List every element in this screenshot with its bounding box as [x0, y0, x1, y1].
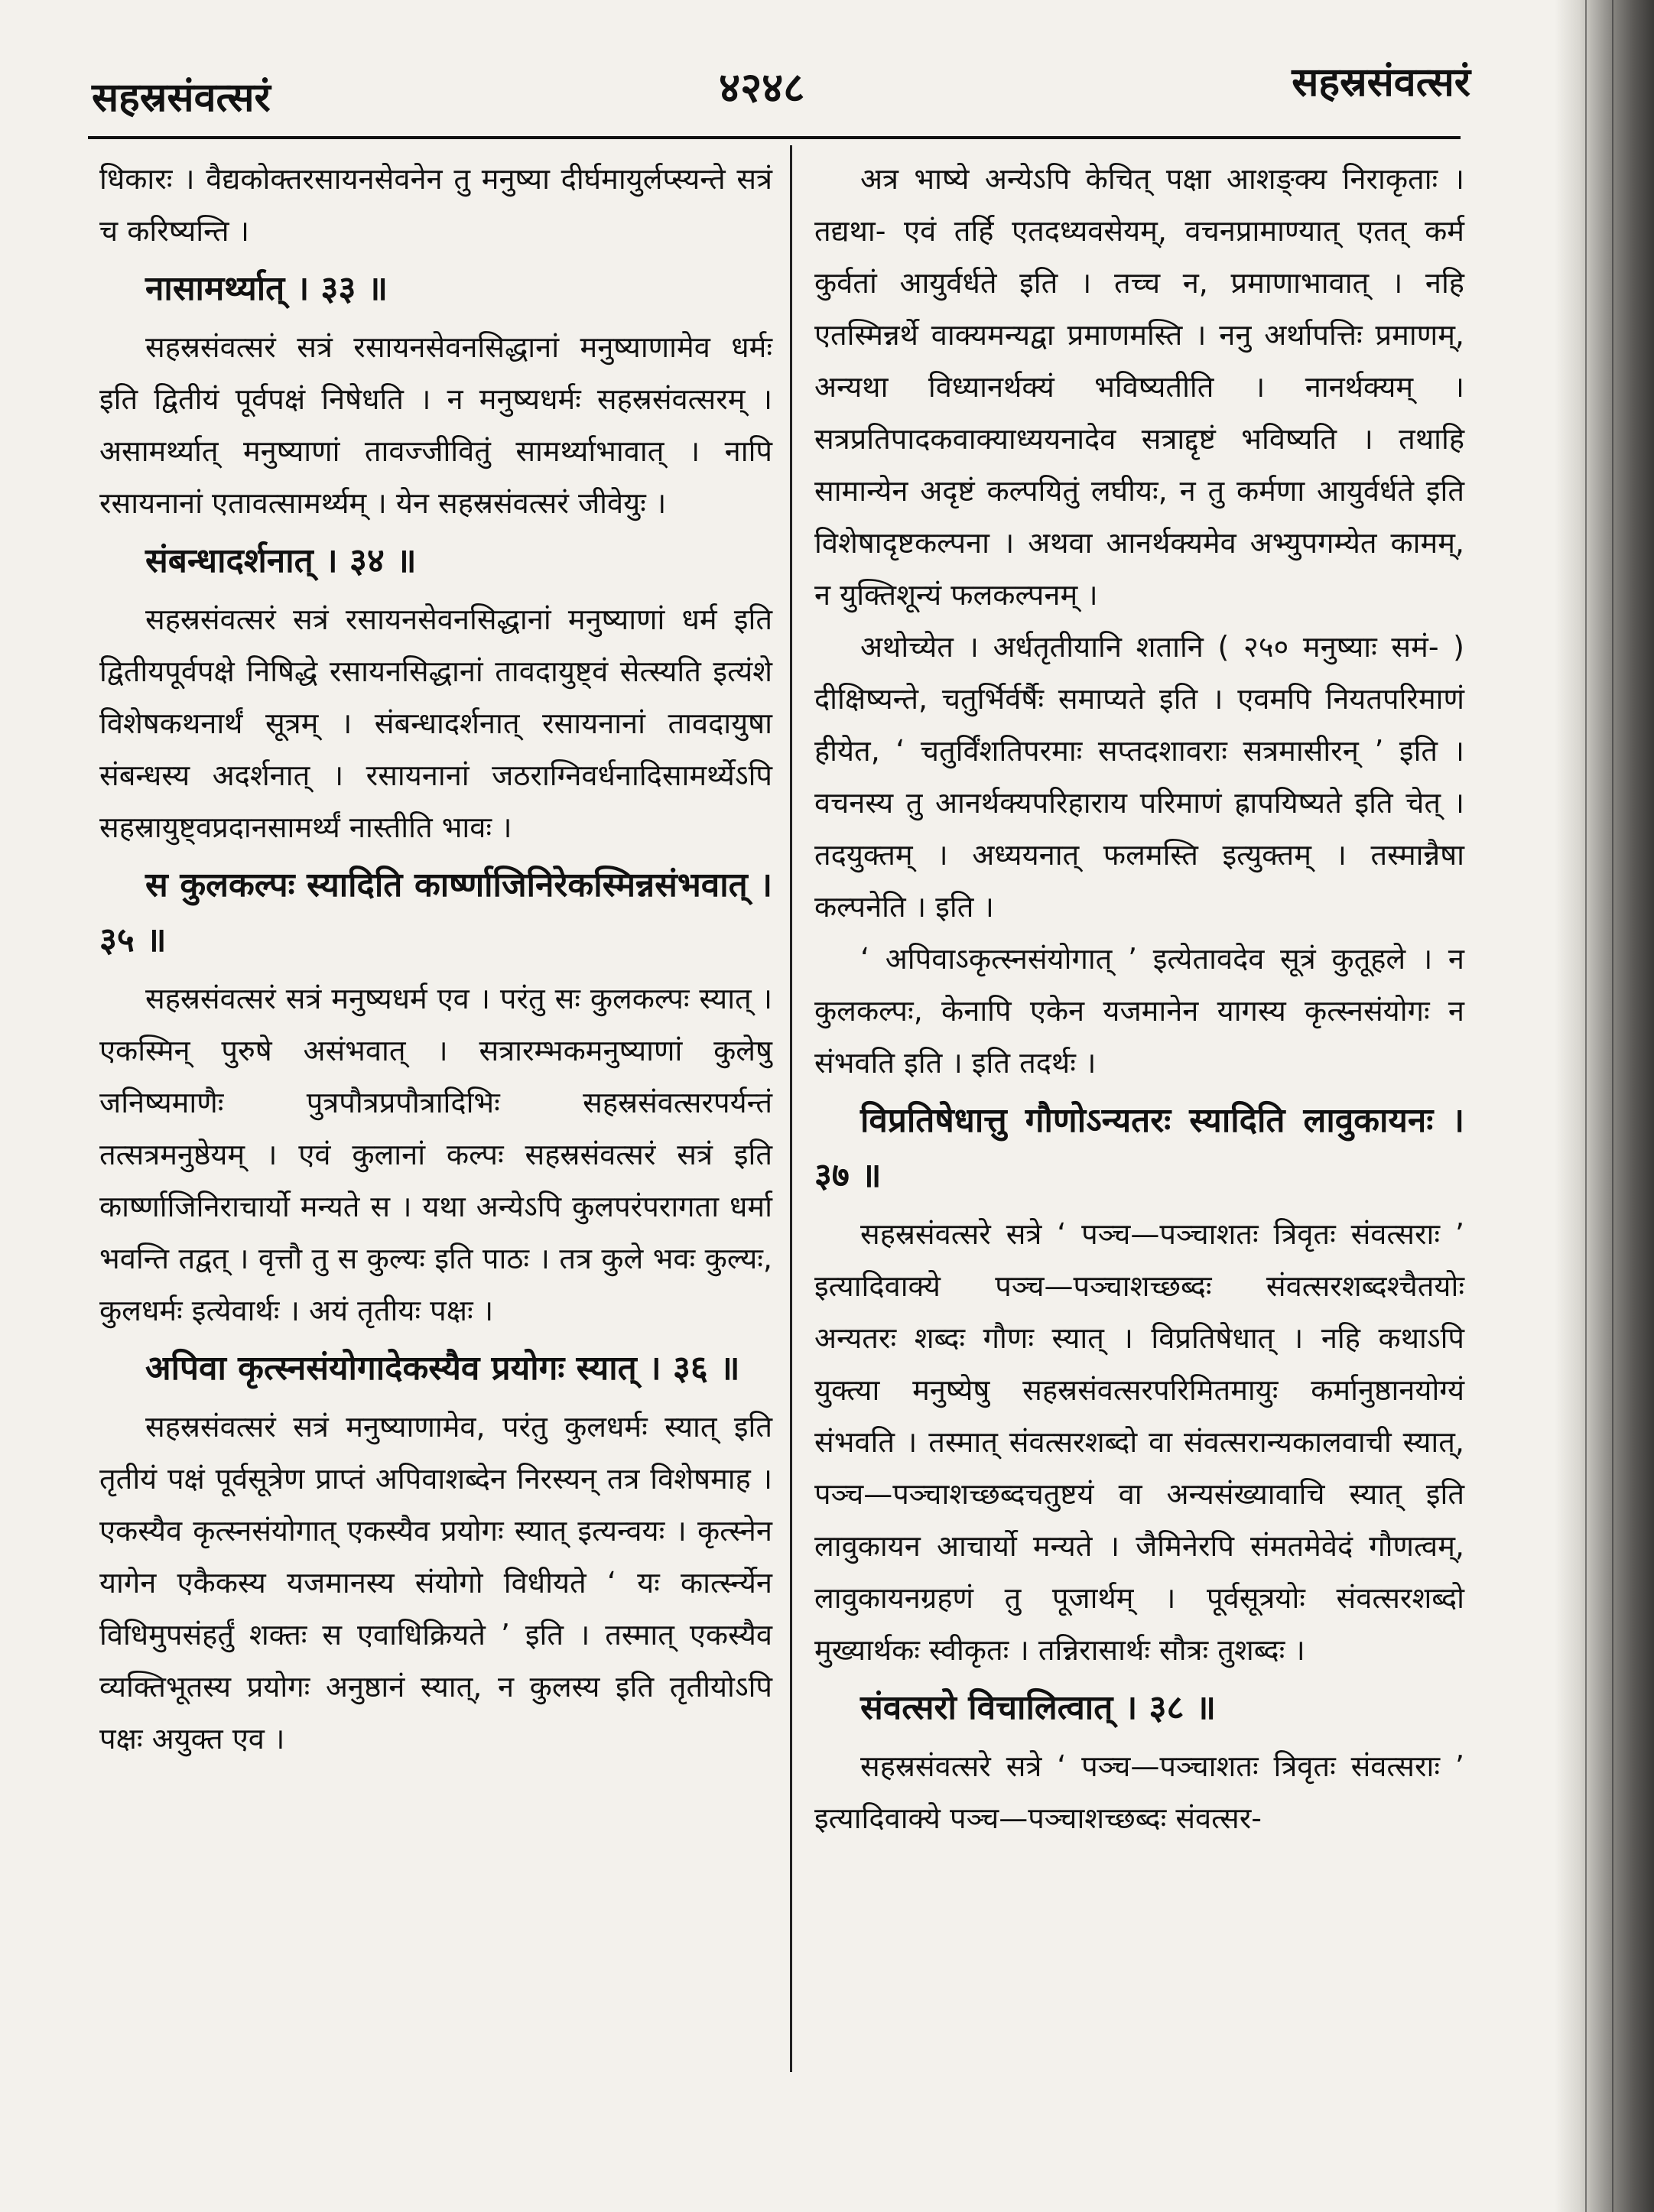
column-divider: [790, 145, 792, 2072]
commentary-paragraph: सहस्रसंवत्सरं सत्रं मनुष्यधर्म एव । परंतु सः कुलकल्पः स्यात् । एकस्मिन् पुरुषे असंभवात् । सत्रारम्भकमनुष्याणां कुलेषु जनिष्यमाणैः पुत्रपौत्रप्रपौत्रादिभिः सहस्रसंवत्सरपर्यन्तं तत्सत्रमनुष्ठेयम् । एवं कुलानां कल्पः सहस्रसंवत्सरं सत्रं इति कार्ष्णाजिनिराचार्यो मन्यते स । यथा अन्येऽपि कुलपरंपरागता धर्मा भवन्ति तद्वत् । वृत्तौ तु स कुल्यः इति पाठः । तत्र कुले भवः कुल्यः, कुलधर्मः इत्येवार्थः । अयं तृतीयः पक्षः ।: [99, 982, 772, 1327]
left-column: [99, 153, 772, 1765]
sutra-heading: नासामर्थ्यात् । ३३ ॥: [145, 269, 388, 308]
commentary-paragraph: सहस्रसंवत्सरं सत्रं मनुष्याणामेव, परंतु कुलधर्मः स्यात् इति तृतीयं पक्षं पूर्वसूत्रेण प्राप्तं अपिवाशब्देन निरस्यन् तत्र विशेषमाह । एकस्यैव कृत्स्नसंयोगात् एकस्यैव प्रयोगः स्यात् इत्यन्वयः । कृत्स्नेन यागेन एकैकस्य यजमानस्य संयोगो विधीयते ‘ यः कार्त्स्न्येन विधिमुपसंहर्तुं शक्तः स एवाधिक्रियते ’ इति । तस्मात् एकस्यैव व्यक्तिभूतस्य प्रयोगः अनुष्ठानं स्यात्, न कुलस्य इति तृतीयोऽपि पक्षः अयुक्त एव ।: [99, 1410, 772, 1756]
commentary-paragraph: अथोच्येत । अर्धतृतीयानि शतानि ( २५० मनुष्याः समं- ) दीक्षिष्यन्ते, चतुर्भिर्वर्षैः समाप्यते इति । एवमपि नियतपरिमाणं हीयेत, ‘ चतुर्विंशतिपरमाः सप्तदशावराः सत्रमासीरन् ’ इति । वचनस्य तु आनर्थक्यपरिहाराय परिमाणं ह्रापयिष्यते इति चेत् । तदयुक्तम् । अध्ययनात् फलमस्ति इत्युक्तम् । तस्मान्नैषा कल्पनेति । इति ।: [814, 630, 1464, 924]
sutra-heading: संवत्सरो विचालित्वात् । ३८ ॥: [860, 1688, 1217, 1727]
commentary-paragraph: अत्र भाष्ये अन्येऽपि केचित् पक्षा आशङ्क्य निराकृताः । तद्यथा- एवं तर्हि एतदध्यवसेयम्, वचनप्रामाण्यात् एतत् कर्म कुर्वतां आयुर्वर्धते इति । तच्च न, प्रमाणाभावात् । नहि एतस्मिन्नर्थे वाक्यमन्यद्वा प्रमाणमस्ति । ननु अर्थापत्तिः प्रमाणम्, अन्यथा विध्यानर्थक्यं भविष्यतीति । नानर्थक्यम् । सत्रप्रतिपादकवाक्याध्ययनादेव सत्राद्दृष्टं भविष्यति । तथाहि सामान्येन अदृष्टं कल्पयितुं लघीयः, न तु कर्मणा आयुर्वर्धते इति विशेषादृष्टकल्पना । अथवा आनर्थक्यमेव अभ्युपगम्येत कामम्, न युक्तिशून्यं फलकल्पनम् ।: [814, 162, 1464, 612]
right-column: [814, 153, 1464, 1844]
page-number: ४२४८: [719, 63, 805, 112]
commentary-paragraph: सहस्रसंवत्सरं सत्रं रसायनसेवनसिद्धानां मनुष्याणां धर्म इति द्वितीयपूर्वपक्षे निषिद्धे रसायनसिद्धानां तावदायुष्ट्वं सेत्स्यति इत्यंशे विशेषकथनार्थं सूत्रम् । संबन्धादर्शनात् रसायनानां तावदायुषा संबन्धस्य अदर्शनात् । रसायनानां जठराग्निवर्धनादिसामर्थ्येऽपि सहस्रायुष्ट्वप्रदानसामर्थ्यं नास्तीति भावः ।: [99, 603, 772, 844]
commentary-paragraph: ‘ अपिवाऽकृत्स्नसंयोगात् ’ इत्येतावदेव सूत्रं कुतूहले । न कुलकल्पः, केनापि एकेन यजमानेन यागस्य कृत्स्नसंयोगः न संभवति इति । इति तदर्थः ।: [814, 942, 1464, 1080]
running-title-right: सहस्रसंवत्सरं: [1292, 60, 1470, 106]
sutra-heading: स कुलकल्पः स्यादिति कार्ष्णाजिनिरेकस्मिन्नसंभवात् । ३५ ॥: [99, 866, 772, 960]
edge-line: [1585, 0, 1587, 2212]
commentary-paragraph: सहस्रसंवत्सरे सत्रे ‘ पञ्च—पञ्चाशतः त्रिवृतः संवत्सराः ’ इत्यादिवाक्ये पञ्च—पञ्चाशच्छब्दः संवत्सरशब्दश्चैतयोः अन्यतरः शब्दः गौणः स्यात् । विप्रतिषेधात् । नहि कथाऽपि युक्त्या मनुष्येषु सहस्रसंवत्सरपरिमितमायुः कर्मानुष्ठानयोग्यं संभवति । तस्मात् संवत्सरशब्दो वा संवत्सरान्यकालवाची स्यात्, पञ्च—पञ्चाशच्छब्दचतुष्टयं वा अन्यसंख्यावाचि स्यात् इति लावुकायन आचार्यो मन्यते । जैमिनेरपि संमतमेवेदं गौणत्वम्, लावुकायनग्रहणं तु पूजार्थम् । पूर्वसूत्रयोः संवत्सरशब्दो मुख्यार्थकः स्वीकृतः । तन्निरासार्थः सौत्रः तुशब्दः ।: [814, 1217, 1464, 1667]
commentary-paragraph: सहस्रसंवत्सरं सत्रं रसायनसेवनसिद्धानां मनुष्याणामेव धर्मः इति द्वितीयं पूर्वपक्षं निषेधति । न मनुष्यधर्मः सहस्रसंवत्सरम् । असामर्थ्यात् मनुष्याणां तावज्जीवितुं सामर्थ्याभावात् । नापि रसायनानां एतावत्सामर्थ्यम् । येन सहस्रसंवत्सरं जीवेयुः ।: [99, 330, 772, 520]
sutra-heading: संबन्धादर्शनात् । ३४ ॥: [145, 541, 417, 580]
page-header: [84, 38, 1470, 130]
commentary-paragraph: धिकारः । वैद्यकोक्तरसायनसेवनेन तु मनुष्या दीर्घमायुर्लप्स्यन्ते सत्रं च करिष्यन्ति ।: [99, 162, 772, 248]
running-title-left: सहस्रसंवत्सरं: [92, 75, 271, 121]
page-edge-shadow: [1555, 0, 1654, 2212]
sutra-heading: अपिवा कृत्स्नसंयोगादेकस्यैव प्रयोगः स्यात् । ३६ ॥: [145, 1349, 740, 1388]
sutra-heading: विप्रतिषेधात्तु गौणोऽन्यतरः स्यादिति लावुकायनः । ३७ ॥: [814, 1101, 1464, 1195]
edge-line: [1612, 0, 1613, 2212]
commentary-paragraph: सहस्रसंवत्सरे सत्रे ‘ पञ्च—पञ्चाशतः त्रिवृतः संवत्सराः ’ इत्यादिवाक्ये पञ्च—पञ्चाशच्छब्दः संवत्सर-: [814, 1749, 1464, 1835]
header-rule: [88, 136, 1461, 139]
